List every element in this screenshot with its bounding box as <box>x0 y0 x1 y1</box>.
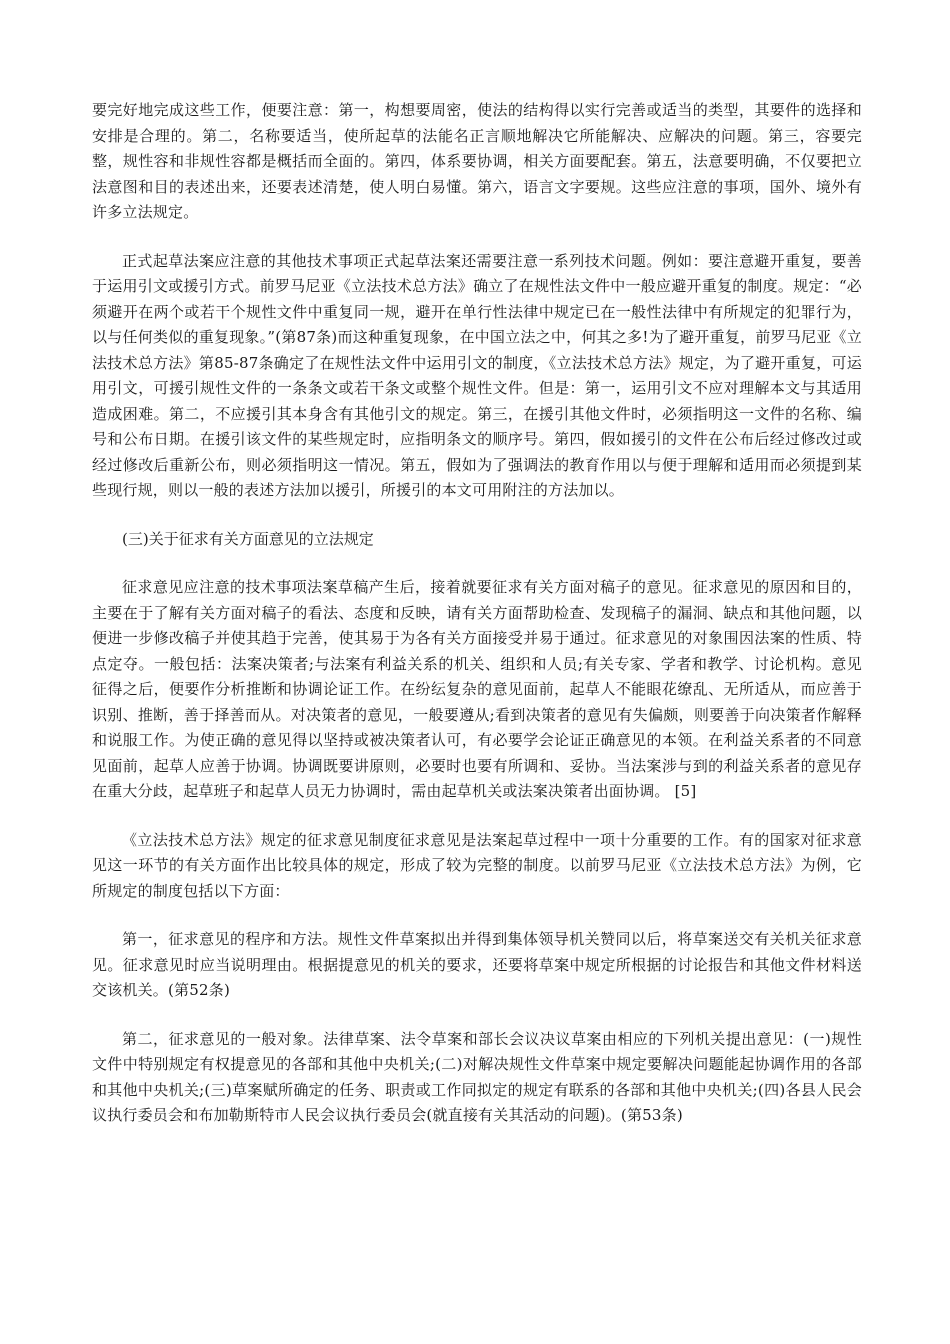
paragraph-4: 《立法技术总方法》规定的征求意见制度征求意见是法案起草过程中一项十分重要的工作。有的国家对征求意见这一环节的有关方面作出比较具体的规定，形成了较为完整的制度。以前罗马尼亚《立法技术总方法》为例，它所规定的制度包括以下方面： <box>92 830 862 900</box>
paragraph-2: 正式起草法案应注意的其他技术事项正式起草法案还需要注意一系列技术问题。例如：要注意避开重复，要善于运用引文或援引方式。前罗马尼亚《立法技术总方法》确立了在规性法文件中一般应避开重复的制度。规定：“必须避开在两个或若干个规性文件中重复同一规，避开在单行性法律中规定已在一般性法律中有所规定的犯罪行为，以与任何类似的重复现象。”(第87条)而这种重复现象，在中国立法之中，何其之多!为了避开重复，前罗马尼亚《立法技术总方法》第85-87条确定了在规性法文件中运用引文的制度，《立法技术总方法》规定，为了避开重复，可运用引文，可援引规性文件的一条条文或若干条文或整个规性文件。但是：第一，运用引文不应对理解本文与其适用造成困难。第二，不应援引其本身含有其他引文的规定。第三，在援引其他文件时，必须指明这一文件的名称、编号和公布日期。在援引该文件的某些规定时，应指明条文的顺序号。第四，假如援引的文件在公布后经过修改过或经过修改后重新公布，则必须指明这一情况。第五，假如为了强调法的教育作用以与便于理解和适用而必须提到某些现行规，则以一般的表述方法加以援引，所援引的本文可用附注的方法加以。 <box>92 251 862 499</box>
paragraph-1: 要完好地完成这些工作，便要注意：第一，构想要周密，使法的结构得以实行完善或适当的类型，其要件的选择和安排是合理的。第二，名称要适当，使所起草的法能名正言顺地解决它所能解决、应解决的问题。第三，容要完整，规性容和非规性容都是概括而全面的。第四，体系要协调，相关方面要配套。第五，法意要明确，不仅要把立法意图和目的表述出来，还要表述清楚，使人明白易懂。第六，语言文字要规。这些应注意的事项，国外、境外有许多立法规定。 <box>92 101 862 221</box>
paragraph-6: 第二，征求意见的一般对象。法律草案、法令草案和部长会议决议草案由相应的下列机关提出意见：(一)规性文件中特别规定有权提意见的各部和其他中央机关;(二)对解决规性文件草案中规定要解决问题能起协调作用的各部和其他中央机关;(三)草案赋所确定的任务、职责或工作同拟定的规定有联系的各部和其他中央机关;(四)各县人民会议执行委员会和布加勒斯特市人民会议执行委员会(就直接有关其活动的问题)。(第53条) <box>92 1029 862 1124</box>
paragraph-3: 征求意见应注意的技术事项法案草稿产生后，接着就要征求有关方面对稿子的意见。征求意见的原因和目的，主要在于了解有关方面对稿子的看法、态度和反映，请有关方面帮助检查、发现稿子的漏洞、缺点和其他问题，以便进一步修改稿子并使其趋于完善，使其易于为各有关方面接受并易于通过。征求意见的对象围因法案的性质、特点定夺。一般包括：法案决策者;与法案有利益关系的机关、组织和人员;有关专家、学者和教学、讨论机构。意见征得之后，便要作分析推断和协调论证工作。在纷纭复杂的意见面前，起草人不能眼花缭乱、无所适从，而应善于识别、推断，善于择善而从。对决策者的意见，一般要遵从;看到决策者的意见有失偏颇，则要善于向决策者作解释和说服工作。为使正确的意见得以坚持或被决策者认可，有必要学会论证正确意见的本领。在利益关系者的不同意见面前，起草人应善于协调。协调既要讲原则，必要时也要有所调和、妥协。当法案涉与到的利益关系者的意见存在重大分歧，起草班子和起草人员无力协调时，需由起草机关或法案决策者出面协调。 [5] <box>92 578 862 800</box>
document-page <box>92 98 862 1152</box>
section-heading: (三)关于征求有关方面意见的立法规定 <box>122 529 374 548</box>
paragraph-5: 第一，征求意见的程序和方法。规性文件草案拟出并得到集体领导机关赞同以后，将草案送交有关机关征求意见。征求意见时应当说明理由。根据提意见的机关的要求，还要将草案中规定所根据的讨论报告和其他文件材料送交该机关。(第52条) <box>92 930 862 999</box>
